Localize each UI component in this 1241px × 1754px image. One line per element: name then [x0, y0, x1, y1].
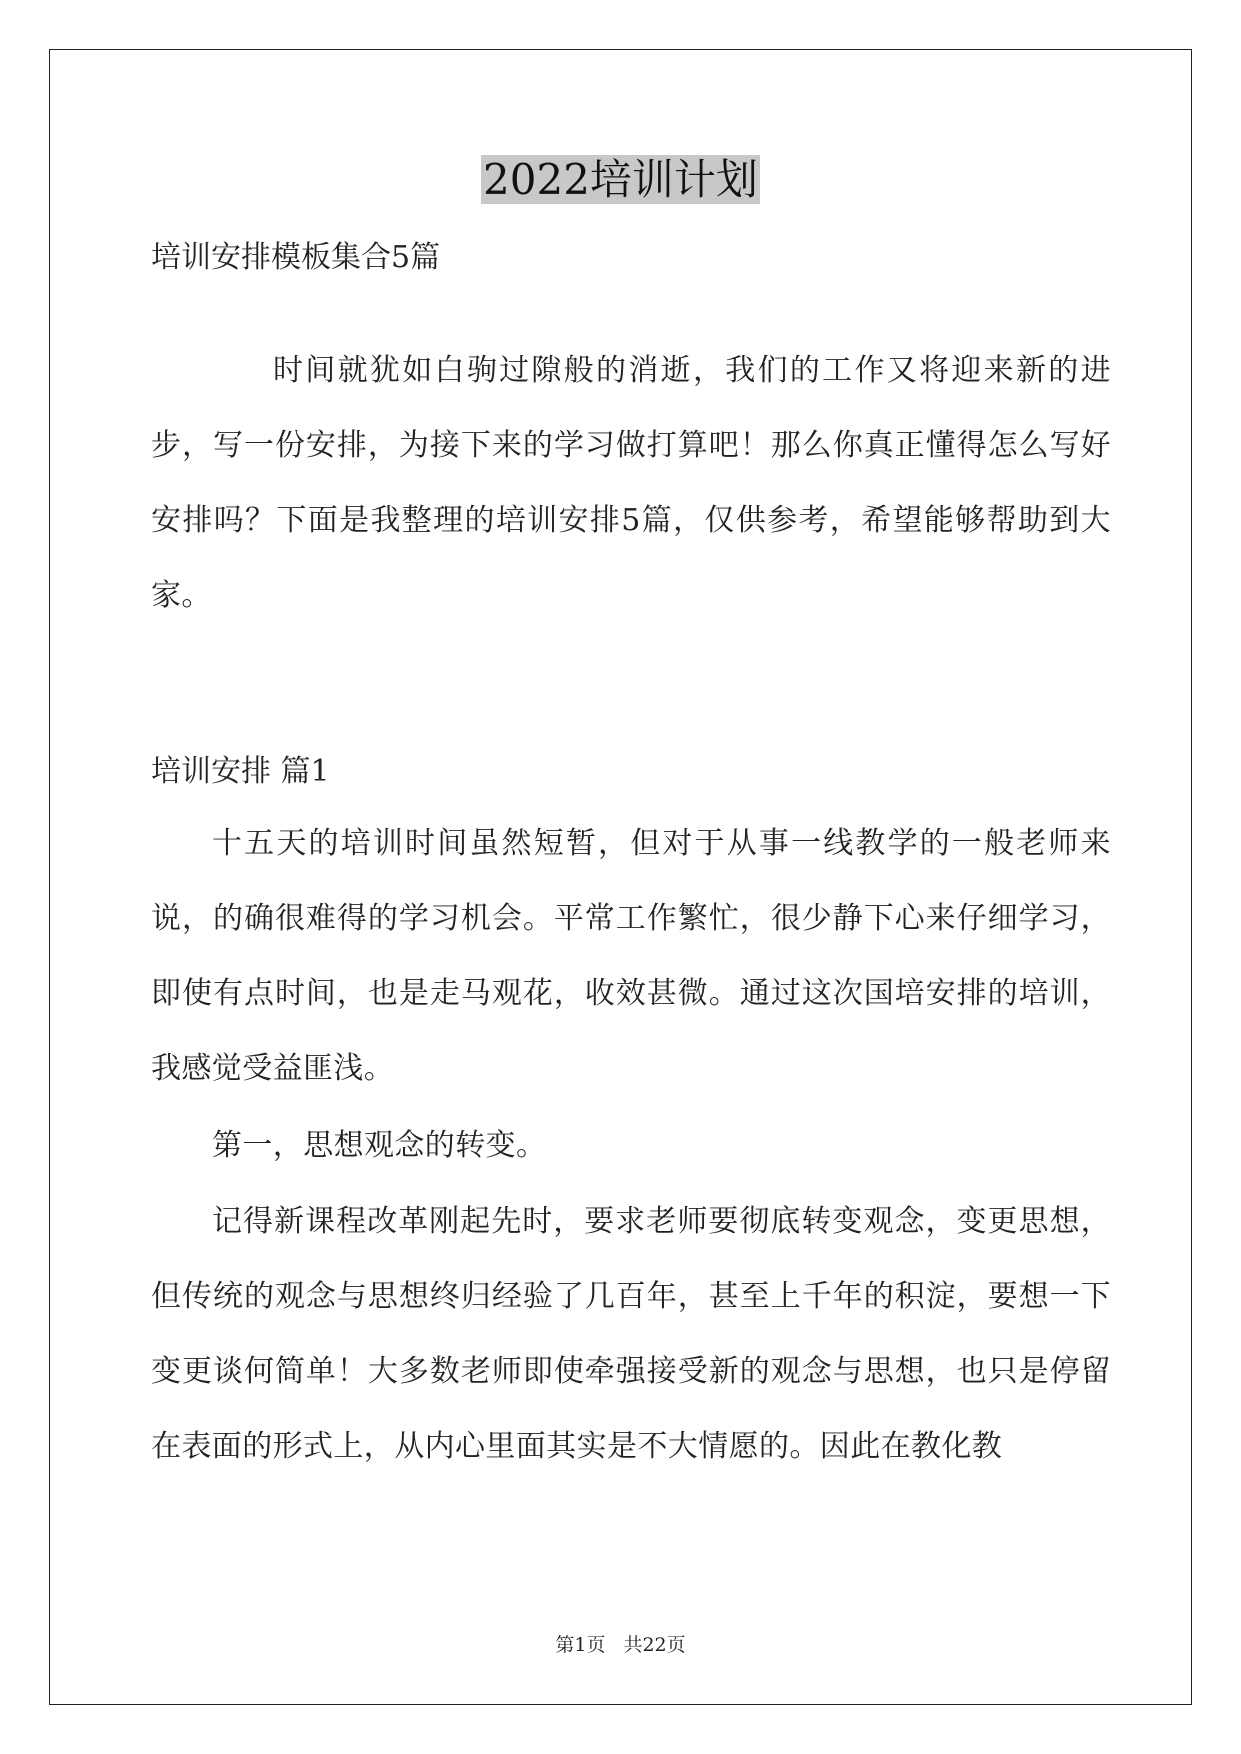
section-heading: 培训安排 篇1 — [151, 754, 330, 789]
page-footer — [0, 1630, 1241, 1657]
intro-paragraph: 时间就犹如白驹过隙般的消逝，我们的工作又将迎来新的进步，写一份安排，为接下来的学习做打算吧！那么你真正懂得怎么写好安排吗？下面是我整理的培训安排5篇，仅供参考，希望能够帮助到大家。 — [151, 353, 1111, 613]
document-title-text: 2022培训计划 — [483, 155, 758, 204]
page-number: 第1页 — [555, 1634, 606, 1656]
document-title — [0, 150, 1241, 210]
body-paragraph-2: 第一，思想观念的转变。 — [212, 1128, 547, 1163]
document-subtitle: 培训安排模板集合5篇 — [151, 240, 441, 275]
page-total: 共22页 — [623, 1634, 686, 1656]
body-paragraph-3: 记得新课程改革刚起先时，要求老师要彻底转变观念，变更思想，但传统的观念与思想终归经验了几百年，甚至上千年的积淀，要想一下变更谈何简单！大多数老师即使牵强接受新的观念与思想，也只是停留在表面的形式上，从内心里面其实是不大情愿的。因此在教化教 — [151, 1204, 1111, 1464]
body-paragraph-1: 十五天的培训时间虽然短暂，但对于从事一线教学的一般老师来说，的确很难得的学习机会。平常工作繁忙，很少静下心来仔细学习，即使有点时间，也是走马观花，收效甚微。通过这次国培安排的培训，我感觉受益匪浅。 — [151, 826, 1111, 1086]
